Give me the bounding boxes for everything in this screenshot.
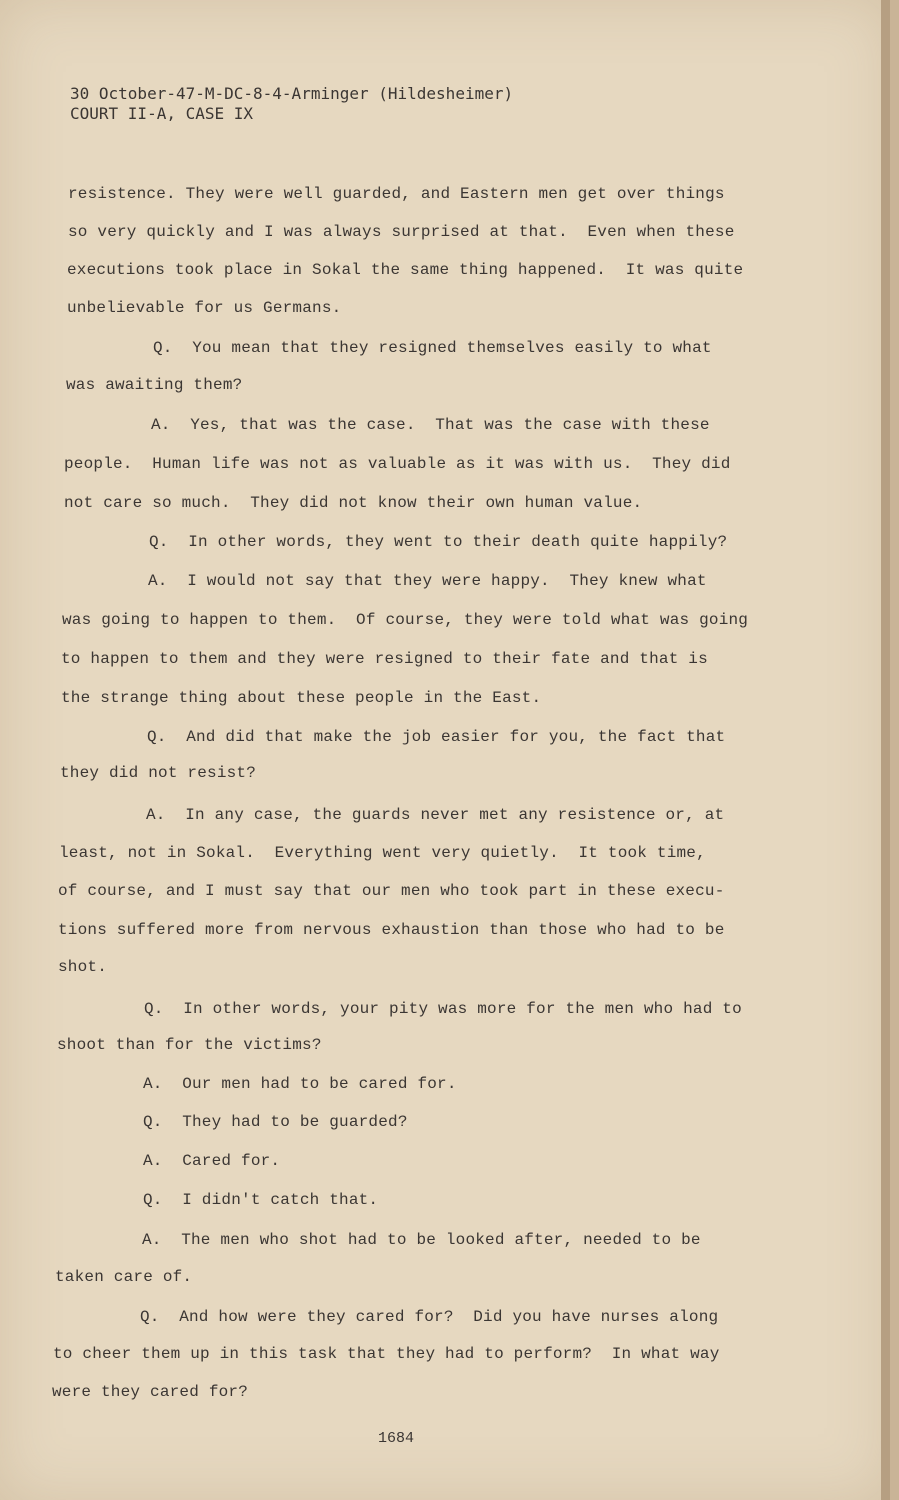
- text-line: so very quickly and I was always surprised at that. Even when these: [68, 223, 735, 241]
- text-line: shot.: [58, 958, 108, 976]
- text-line: to cheer them up in this task that they had to perform? In what way: [53, 1345, 720, 1363]
- text-line: they did not resist?: [60, 764, 257, 782]
- text-line: was awaiting them?: [66, 376, 243, 394]
- text-line: shoot than for the victims?: [57, 1036, 322, 1054]
- text-line: resistence. They were well guarded, and Eastern men get over things: [68, 185, 725, 203]
- text-line: A. Our men had to be cared for.: [143, 1075, 457, 1093]
- text-line: people. Human life was not as valuable as it was with us. They did: [64, 455, 731, 473]
- page-number: 1684: [378, 1430, 415, 1447]
- text-line: executions took place in Sokal the same thing happened. It was quite: [67, 261, 744, 279]
- text-line: tions suffered more from nervous exhaustion than those who had to be: [58, 921, 725, 939]
- header-line-2: COURT II-A, CASE IX: [70, 104, 254, 123]
- text-line: Q. You mean that they resigned themselves easily to what: [153, 339, 712, 357]
- text-line: Q. In other words, your pity was more for the men who had to: [144, 1000, 742, 1018]
- text-line: unbelievable for us Germans.: [67, 299, 342, 317]
- document-header: [70, 84, 513, 124]
- text-line: Q. And how were they cared for? Did you have nurses along: [140, 1308, 719, 1326]
- text-line: Q. And did that make the job easier for you, the fact that: [147, 728, 726, 746]
- text-line: Q. They had to be guarded?: [143, 1113, 408, 1131]
- text-line: to happen to them and they were resigned to their fate and that is: [61, 650, 708, 668]
- header-line-1: 30 October-47-M-DC-8-4-Arminger (Hildesheimer): [70, 84, 514, 103]
- text-line: A. Yes, that was the case. That was the case with these: [151, 416, 710, 434]
- text-line: Q. I didn't catch that.: [143, 1191, 379, 1209]
- text-line: A. In any case, the guards never met any resistence or, at: [146, 806, 725, 824]
- text-line: was going to happen to them. Of course, they were told what was going: [62, 611, 749, 629]
- text-line: were they cared for?: [52, 1383, 249, 1401]
- page-edge: [881, 0, 890, 1500]
- text-line: not care so much. They did not know their own human value.: [64, 494, 643, 512]
- text-line: A. Cared for.: [143, 1152, 281, 1170]
- text-line: of course, and I must say that our men who took part in these execu-: [58, 882, 725, 900]
- text-line: taken care of.: [55, 1268, 193, 1286]
- text-line: A. The men who shot had to be looked after, needed to be: [142, 1231, 701, 1249]
- text-line: Q. In other words, they went to their death quite happily?: [149, 533, 728, 551]
- text-line: A. I would not say that they were happy. They knew what: [148, 572, 707, 590]
- text-line: least, not in Sokal. Everything went very quietly. It took time,: [59, 844, 706, 862]
- text-line: the strange thing about these people in the East.: [61, 689, 542, 707]
